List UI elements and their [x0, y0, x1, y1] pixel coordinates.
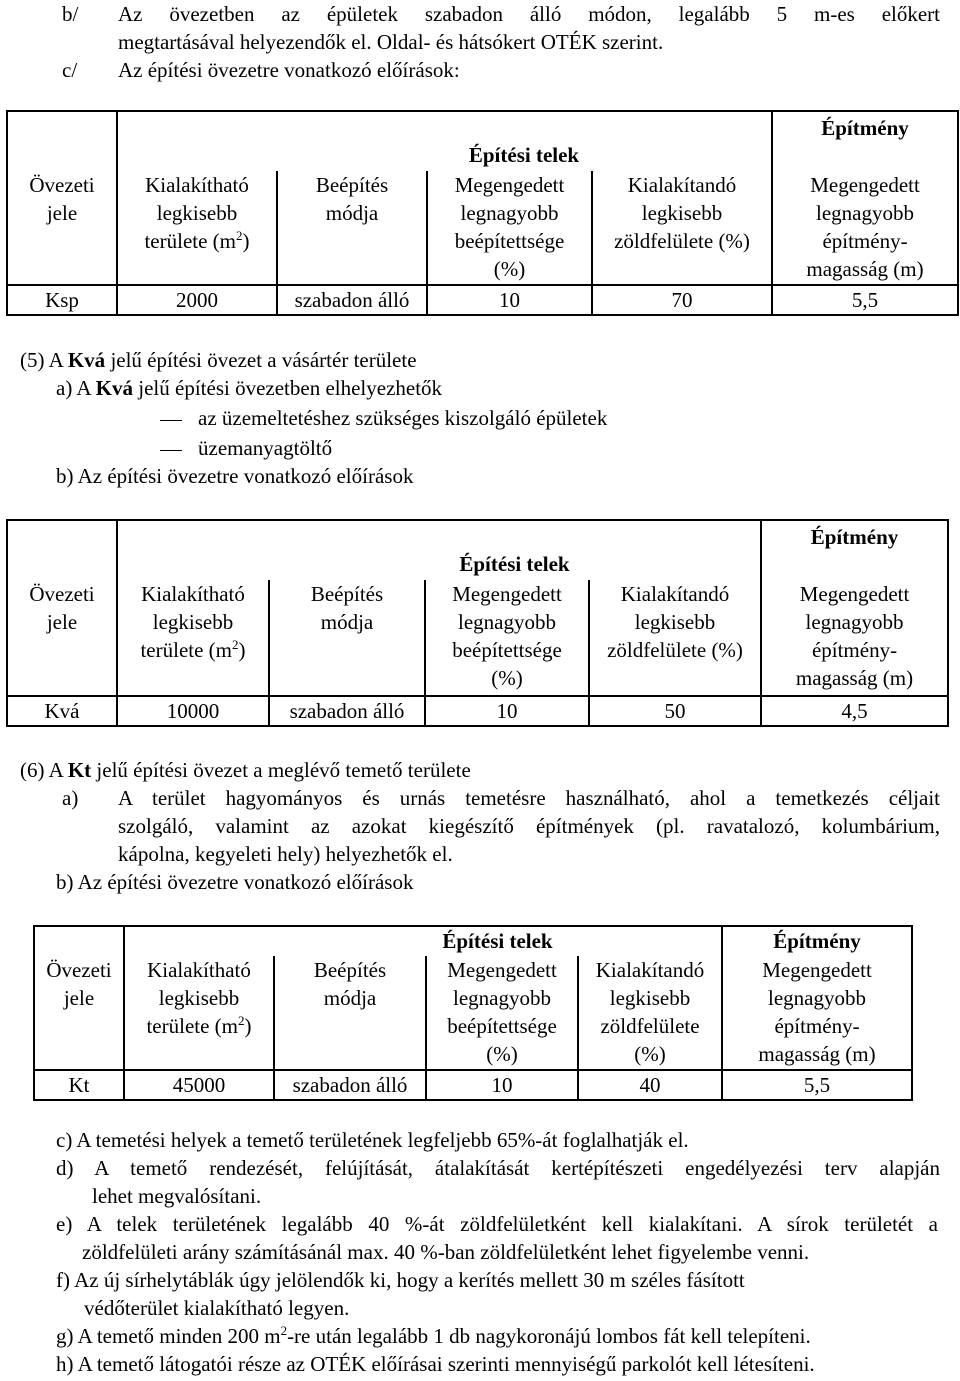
section6-item-a-line2: szolgáló, valamint az azokat kiegészítő építmények (pl. ravatalozó, kolumbárium,	[118, 814, 940, 838]
cell-terulet: 45000	[124, 1070, 274, 1100]
cell-ovezet: Kvá	[7, 696, 117, 726]
dash-bullet-icon	[160, 450, 182, 451]
section6-item-a-line1: A terület hagyományos és urnás temetésre használható, ahol a temetkezés céljait	[118, 786, 940, 810]
cell-zoldfelulet: 70	[592, 285, 772, 315]
header-empty-cell	[117, 111, 277, 171]
header-magassag: Megengedett legnagyobb építmény- magasság (m)	[772, 171, 958, 285]
cell-magassag: 5,5	[722, 1070, 912, 1100]
section5-bullet: üzemanyagtöltő	[160, 434, 332, 462]
header-epitesi-telek: Építési telek	[277, 111, 772, 171]
header-empty-cell	[124, 926, 274, 956]
section5-item-b: b) Az építési övezetre vonatkozó előírások	[56, 464, 414, 488]
cell-ovezet: Ksp	[7, 285, 117, 315]
cell-beepites-modja: szabadon álló	[274, 1070, 426, 1100]
header-zoldfelulet: Kialakítandó legkisebb zöldfelülete (%)	[592, 171, 772, 285]
item-e-line2: zöldfelületi arány számításánál max. 40 %-ban zöldfelületként lehet figyelembe venni.	[82, 1240, 810, 1264]
header-empty-cell	[7, 520, 117, 580]
item-b-marker: b/	[62, 2, 79, 26]
header-epitesi-telek: Építési telek	[274, 926, 722, 956]
item-g: g) A temető minden 200 $m^2-re$ után legalább 1 db nagykoronájú lombos fát kell telepíteni.	[56, 1323, 811, 1348]
section6-item-a-line3: kápolna, kegyeleti hely) helyezhetők el.	[118, 842, 453, 866]
header-kialakithato-terulet: Kialakítható legkisebb területe $(m^2)$	[124, 956, 274, 1070]
header-magassag: Megengedett legnagyobb építmény- magasság (m)	[761, 580, 948, 696]
cell-beepitettseg: 10	[427, 285, 592, 315]
header-beepitettseg: Megengedett legnagyobb beépítettsége (%)	[427, 171, 592, 285]
header-epitesi-telek: Építési telek	[269, 520, 761, 580]
item-c-marker: c/	[62, 58, 78, 82]
section6-item-b: b) Az építési övezetre vonatkozó előírások	[56, 870, 414, 894]
header-epitmeny: Építmény	[761, 520, 948, 580]
header-kialakithato-terulet: Kialakítható legkisebb területe $(m^2)$	[117, 580, 269, 696]
dash-bullet-icon	[160, 420, 182, 421]
item-c-text: Az építési övezetre vonatkozó előírások:	[118, 58, 460, 82]
header-empty-cell	[117, 520, 269, 580]
header-epitmeny: Építmény	[722, 926, 912, 956]
zone-table-ksp	[6, 110, 959, 316]
header-zoldfelulet: Kialakítandó legkisebb zöldfelülete (%)	[578, 956, 722, 1070]
item-e-line1: e) A telek területének legalább 40 %-át zöldfelületként kell kialakítani. A sírok területét a	[56, 1212, 938, 1236]
header-ovezeti-jele: Övezeti jele	[34, 956, 124, 1070]
zone-table-kt	[33, 925, 913, 1101]
section5-item-a: a) A Kvá jelű építési övezetben elhelyezhetők	[56, 376, 443, 400]
cell-terulet: 10000	[117, 696, 269, 726]
cell-beepitettseg: 10	[425, 696, 589, 726]
header-empty-cell	[7, 111, 117, 171]
item-h: h) A temető látogatói része az OTÉK előírásai szerinti mennyiségű parkolót kell létesíteni.	[56, 1352, 815, 1376]
item-f-line2: védőterület kialakítható legyen.	[84, 1296, 350, 1320]
header-empty-cell	[34, 926, 124, 956]
section6-item-a-marker: a)	[62, 786, 79, 810]
header-beepitettseg: Megengedett legnagyobb beépítettsége (%)	[425, 580, 589, 696]
item-f-line1: f) Az új sírhelytáblák úgy jelölendők ki, hogy a kerítés mellett 30 m széles fásított	[56, 1268, 745, 1292]
cell-terulet: 2000	[117, 285, 277, 315]
cell-magassag: 4,5	[761, 696, 948, 726]
item-b-line2: megtartásával helyezendők el. Oldal- és hátsókert OTÉK szerint.	[118, 30, 664, 54]
section5-heading: (5) A Kvá jelű építési övezet a vásártér területe	[20, 348, 417, 372]
item-c: c) A temetési helyek a temető területének legfeljebb 65%-át foglalhatják el.	[56, 1128, 689, 1152]
cell-zoldfelulet: 40	[578, 1070, 722, 1100]
header-beepites-modja: Beépítés módja	[274, 956, 426, 1070]
header-beepites-modja: Beépítés módja	[269, 580, 425, 696]
section6-heading: (6) A Kt jelű építési övezet a meglévő temető területe	[20, 758, 471, 782]
header-beepites-modja: Beépítés módja	[277, 171, 427, 285]
header-zoldfelulet: Kialakítandó legkisebb zöldfelülete (%)	[589, 580, 761, 696]
item-b-line1: Az övezetben az épületek szabadon álló módon, legalább 5 m-es előkert	[118, 2, 940, 26]
header-ovezeti-jele: Övezeti jele	[7, 580, 117, 696]
item-d-line1: d) A temető rendezését, felújítását, átalakítását kertépítészeti engedélyezési terv alapján	[56, 1156, 940, 1180]
cell-magassag: 5,5	[772, 285, 958, 315]
header-beepitettseg: Megengedett legnagyobb beépítettsége (%)	[426, 956, 578, 1070]
header-magassag: Megengedett legnagyobb építmény- magasság (m)	[722, 956, 912, 1070]
cell-beepitettseg: 10	[426, 1070, 578, 1100]
section5-bullet: az üzemeltetéshez szükséges kiszolgáló épületek	[160, 404, 607, 432]
header-kialakithato-terulet: Kialakítható legkisebb területe $(m^2)$	[117, 171, 277, 285]
item-d-line2: lehet megvalósítani.	[92, 1184, 262, 1208]
cell-ovezet: Kt	[34, 1070, 124, 1100]
header-ovezeti-jele: Övezeti jele	[7, 171, 117, 285]
header-epitmeny: Építmény	[772, 111, 958, 171]
cell-beepites-modja: szabadon álló	[277, 285, 427, 315]
cell-zoldfelulet: 50	[589, 696, 761, 726]
zone-table-kva	[6, 519, 949, 727]
cell-beepites-modja: szabadon álló	[269, 696, 425, 726]
